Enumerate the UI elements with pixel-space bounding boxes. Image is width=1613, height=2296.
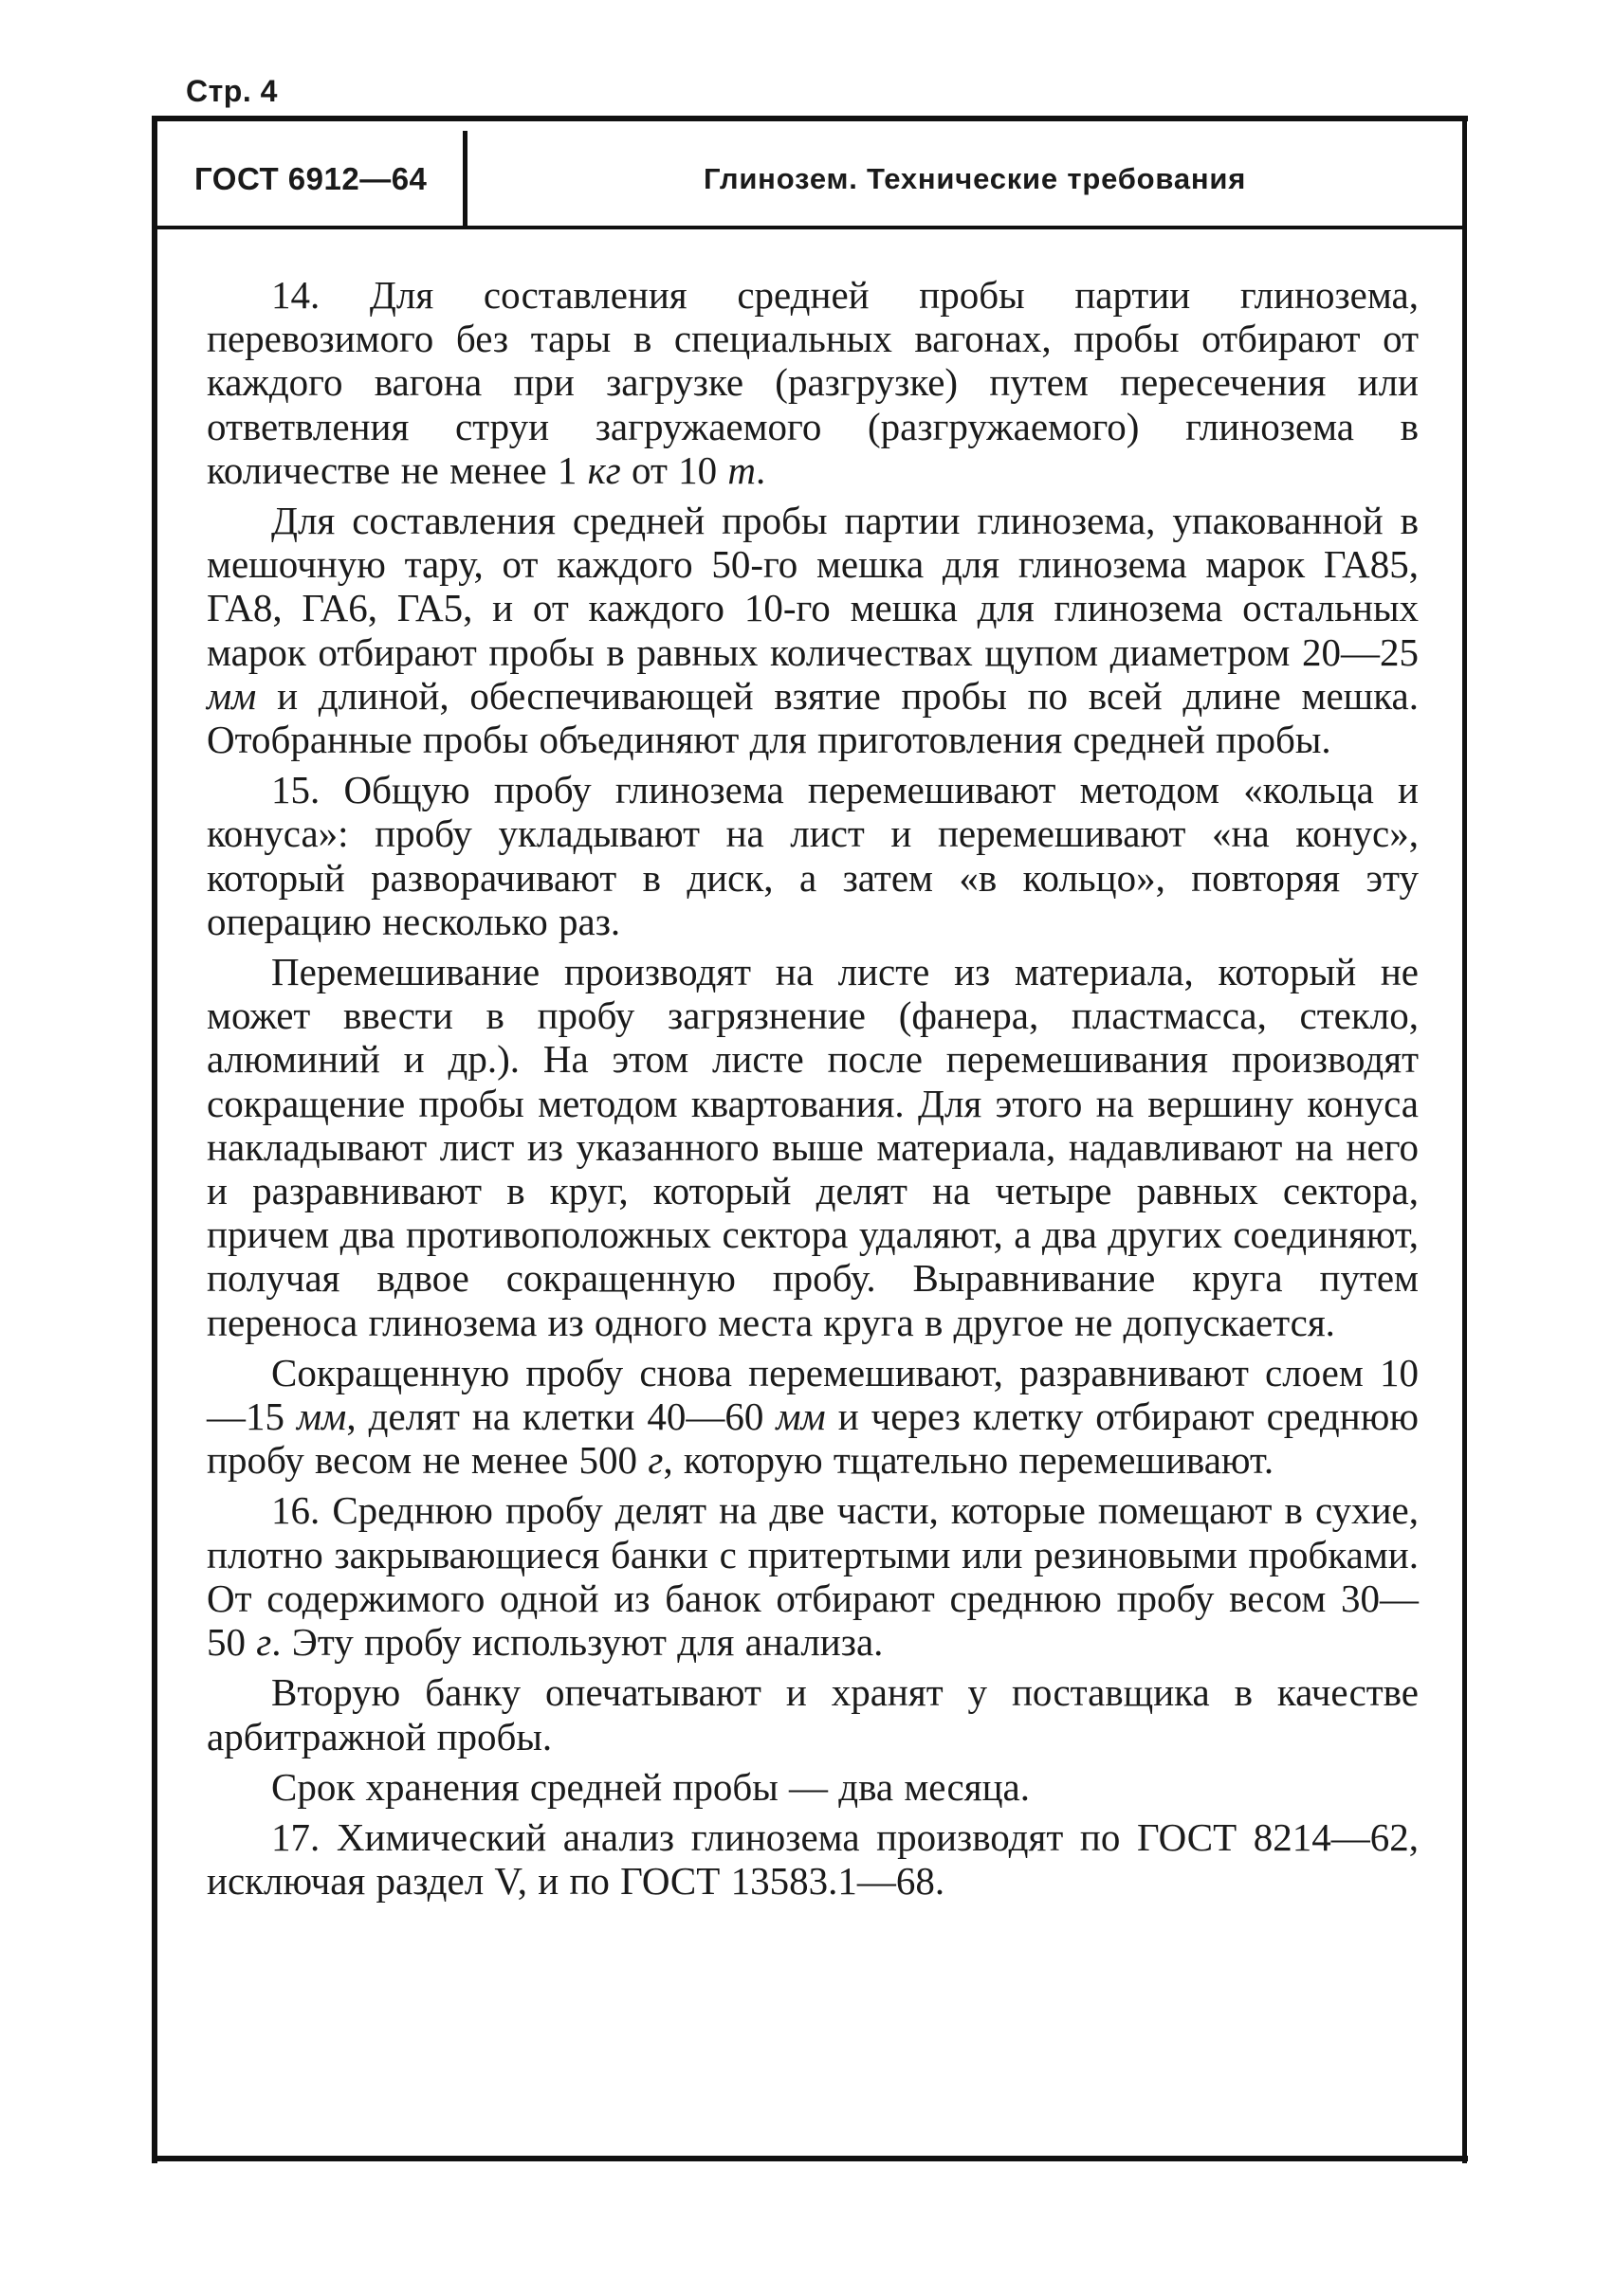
paragraph-16: 16. Среднюю пробу делят на две части, которые помещают в сухие, плотно закрывающиеся банки с притертыми или резиновыми пробками. От содержимого одной из банок отбирают среднюю пробу весом 30—50 г. Эту пробу используют для анализа. — [207, 1488, 1419, 1665]
page-number: Стр. 4 — [186, 74, 278, 108]
standard-title: Глинозем. Технические требования — [704, 162, 1247, 195]
paragraph-14: 14. Для составления средней пробы партии глинозема, перевозимого без тары в специальных вагонах, пробы отбирают от каждого вагона при загрузке (разгрузке) путем пересечения или ответвления струи загружаемого (разгружаемого) глинозема в количестве не менее 1 кг от 10 т. — [207, 273, 1419, 492]
paragraph-15: 15. Общую пробу глинозема перемешивают методом «кольца и конуса»: пробу укладывают на лист и перемешивают «на конус», который разворачивают в диск, а затем «в кольцо», повторяя эту операцию несколько раз. — [207, 768, 1419, 943]
paragraph-15-mixing: Перемешивание производят на листе из материала, который не может ввести в пробу загрязнение (фанера, пластмасса, стекло, алюминий и др.). На этом листе после перемешивания производят сокращение пробы методом квартования. Для этого на вершину конуса накладывают лист из указанного выше материала, надавливают на него и разравнивают в круг, который делят на четыре равных сектора, причем два противоположных сектора удаляют, а два других соединяют, получая вдвое сокращенную пробу. Выравнивание круга путем переноса глинозема из одного места круга в другое не допускается. — [207, 950, 1419, 1344]
header-rule — [157, 226, 1462, 229]
paragraph-15-reduction: Сокращенную пробу снова перемешивают, разравнивают слоем 10—15 мм, делят на клетки 40—60 мм и через клетку отбирают среднюю пробу весом не менее 500 г, которую тщательно перемешивают. — [207, 1350, 1419, 1483]
document-body — [207, 273, 1419, 1903]
paragraph-14-packaged: Для составления средней пробы партии глинозема, упакованной в мешочную тару, от каждого 50-го мешка для глинозема марок ГА85, ГА8, ГА6, ГА5, и от каждого 10-го мешка для глинозема остальных марок отбирают пробы в равных количествах щупом диаметром 20—25 мм и длиной, обеспечивающей взятие пробы по всей длине мешка. Отобранные пробы объединяют для приготовления средней пробы. — [207, 499, 1419, 762]
standard-code: ГОСТ 6912—64 — [194, 161, 428, 196]
frame-left-rule — [152, 116, 157, 2163]
frame-right-rule — [1462, 116, 1467, 2163]
header-divider — [463, 131, 467, 226]
paragraph-17: 17. Химический анализ глинозема производят по ГОСТ 8214—62, исключая раздел V, и по ГОСТ 13583.1—68. — [207, 1814, 1419, 1904]
paragraph-16-storage: Срок хранения средней пробы — два месяца. — [271, 1764, 1030, 1809]
frame-top-rule — [152, 116, 1468, 121]
paragraph-16-second-jar: Вторую банку опечатывают и хранят у поставщика в качестве арбитражной пробы. — [207, 1670, 1419, 1758]
frame-bottom-rule — [152, 2156, 1468, 2161]
